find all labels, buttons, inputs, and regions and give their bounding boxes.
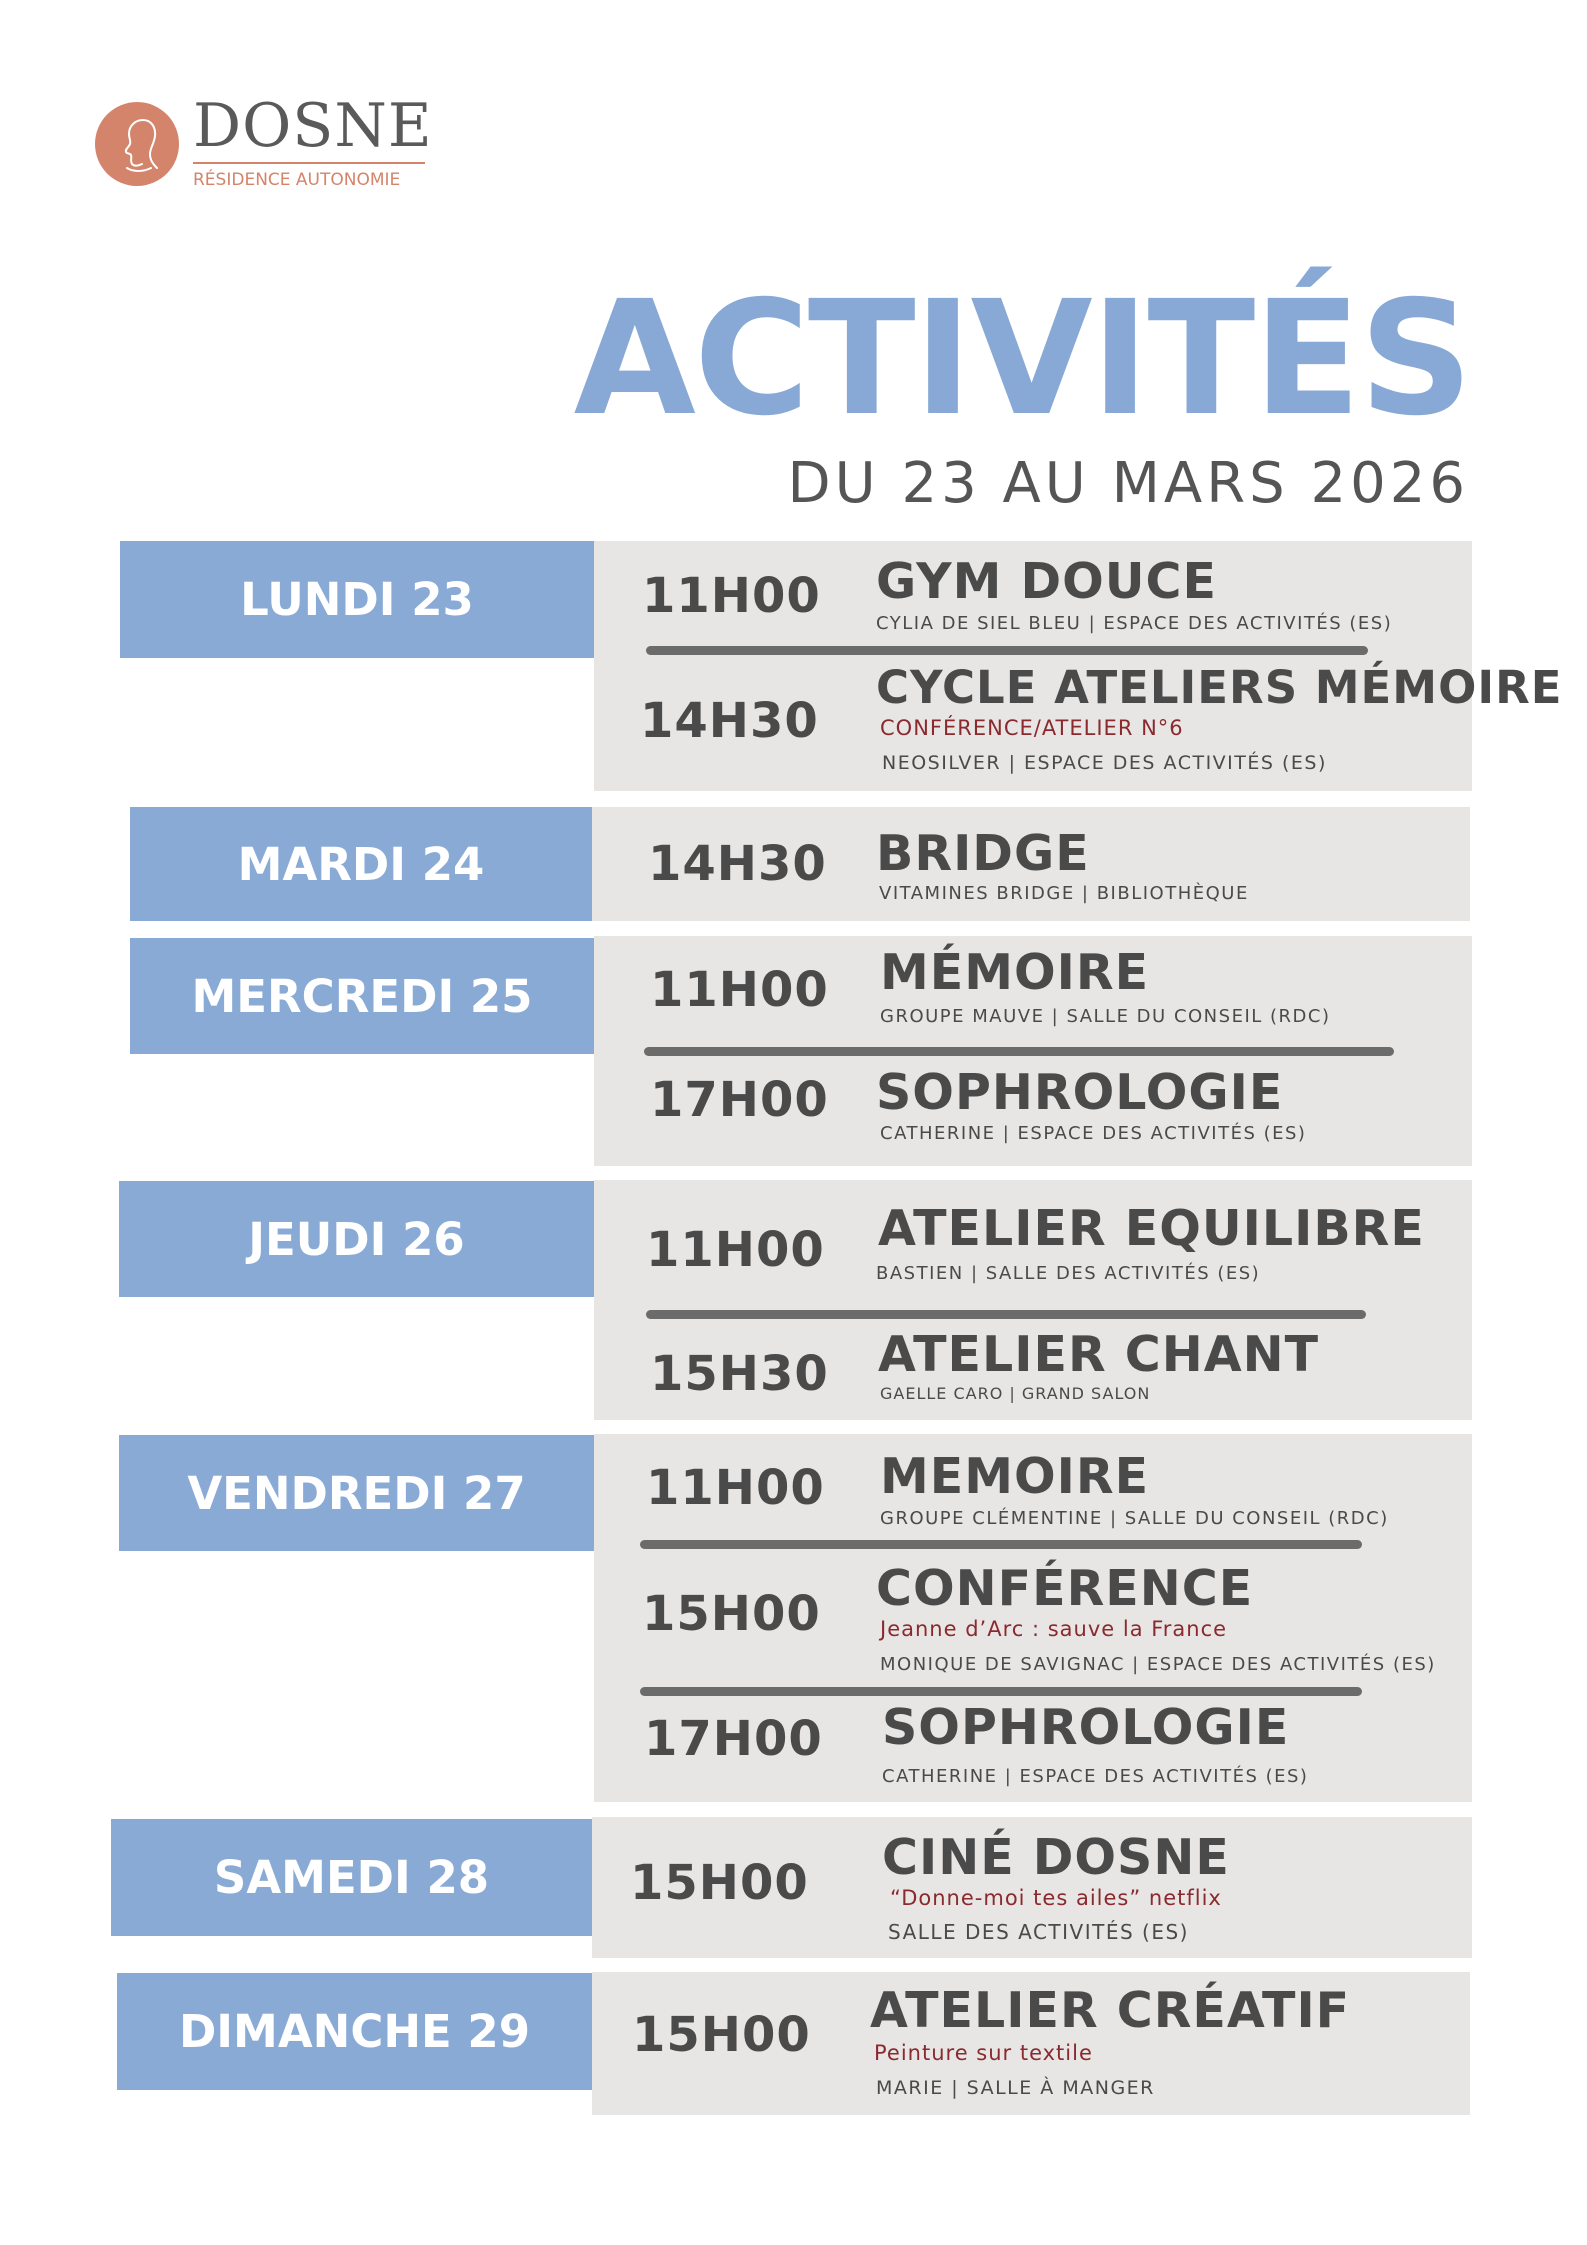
day-label-vendredi: VENDREDI 27	[119, 1435, 594, 1551]
event-time: 15H00	[630, 1855, 809, 1911]
event-time: 17H00	[650, 1072, 829, 1128]
brand-tagline: RÉSIDENCE AUTONOMIE	[193, 170, 401, 190]
event-activity: SOPHROLOGIE	[876, 1064, 1284, 1121]
event-activity: CYCLE ATELIERS MÉMOIRE	[876, 661, 1563, 714]
day-panel-vendredi	[594, 1434, 1472, 1802]
event-time: 15H00	[642, 1586, 821, 1642]
event-time: 11H00	[650, 962, 829, 1018]
woman-profile-icon	[95, 102, 179, 186]
event-details: CYLIA DE SIEL BLEU | ESPACE DES ACTIVITÉS (ES)	[876, 613, 1393, 634]
day-label-mardi: MARDI 24	[130, 807, 592, 921]
event-separator	[646, 1310, 1366, 1319]
day-panel-mardi	[592, 807, 1470, 921]
event-details: CATHERINE | ESPACE DES ACTIVITÉS (ES)	[882, 1766, 1309, 1787]
day-label-mercredi: MERCREDI 25	[130, 938, 594, 1054]
event-activity: MÉMOIRE	[880, 944, 1150, 1001]
event-highlight: “Donne-moi tes ailes” netflix	[890, 1886, 1222, 1910]
event-activity: ATELIER CHANT	[878, 1326, 1320, 1383]
event-time: 11H00	[646, 1222, 825, 1278]
event-time: 17H00	[644, 1711, 823, 1767]
day-panel-samedi	[592, 1817, 1472, 1958]
event-details: GROUPE CLÉMENTINE | SALLE DU CONSEIL (RDC)	[880, 1508, 1389, 1529]
day-label-lundi: LUNDI 23	[120, 541, 594, 658]
brand-divider	[193, 162, 425, 164]
event-activity: GYM DOUCE	[876, 553, 1217, 610]
event-separator	[644, 1047, 1394, 1056]
event-activity: CINÉ DOSNE	[882, 1829, 1230, 1886]
brand-name: DOSNE	[193, 91, 433, 161]
event-activity: ATELIER EQUILIBRE	[878, 1200, 1425, 1257]
day-panel-lundi	[594, 541, 1563, 791]
event-separator	[640, 1540, 1362, 1549]
event-details: GROUPE MAUVE | SALLE DU CONSEIL (RDC)	[880, 1006, 1331, 1027]
event-time: 15H00	[632, 2007, 811, 2063]
event-highlight: CONFÉRENCE/ATELIER N°6	[880, 716, 1184, 740]
event-details: CATHERINE | ESPACE DES ACTIVITÉS (ES)	[880, 1123, 1307, 1144]
event-separator	[640, 1687, 1362, 1696]
day-label-dimanche: DIMANCHE 29	[117, 1973, 592, 2090]
event-highlight: Peinture sur textile	[874, 2041, 1093, 2065]
day-panel-dimanche	[592, 1972, 1470, 2115]
event-activity: BRIDGE	[876, 825, 1090, 882]
day-panel-mercredi	[594, 936, 1472, 1166]
event-details: GAELLE CARO | GRAND SALON	[880, 1384, 1151, 1403]
event-details: VITAMINES BRIDGE | BIBLIOTHÈQUE	[879, 883, 1249, 904]
page-subtitle: DU 23 AU MARS 2026	[787, 451, 1469, 516]
day-label-samedi: SAMEDI 28	[111, 1819, 592, 1936]
event-details: NEOSILVER | ESPACE DES ACTIVITÉS (ES)	[882, 752, 1327, 774]
page-title: ACTIVITÉS	[573, 267, 1471, 451]
event-details: MARIE | SALLE À MANGER	[876, 2077, 1155, 2099]
event-details: SALLE DES ACTIVITÉS (ES)	[888, 1920, 1189, 1944]
event-highlight: Jeanne d’Arc : sauve la France	[880, 1617, 1228, 1641]
event-separator	[646, 646, 1368, 655]
event-details: BASTIEN | SALLE DES ACTIVITÉS (ES)	[876, 1263, 1261, 1284]
event-time: 15H30	[650, 1346, 829, 1402]
day-label-jeudi: JEUDI 26	[119, 1181, 594, 1297]
event-time: 14H30	[640, 693, 819, 749]
event-details: MONIQUE DE SAVIGNAC | ESPACE DES ACTIVITÉS (ES)	[880, 1654, 1436, 1675]
event-time: 14H30	[648, 836, 827, 892]
event-time: 11H00	[642, 568, 821, 624]
brand-logo	[95, 91, 435, 200]
event-activity: CONFÉRENCE	[876, 1560, 1254, 1617]
event-activity: SOPHROLOGIE	[882, 1699, 1290, 1756]
event-activity: MEMOIRE	[880, 1448, 1150, 1505]
event-time: 11H00	[646, 1460, 825, 1516]
event-activity: ATELIER CRÉATIF	[870, 1982, 1351, 2039]
day-panel-jeudi	[594, 1180, 1472, 1420]
